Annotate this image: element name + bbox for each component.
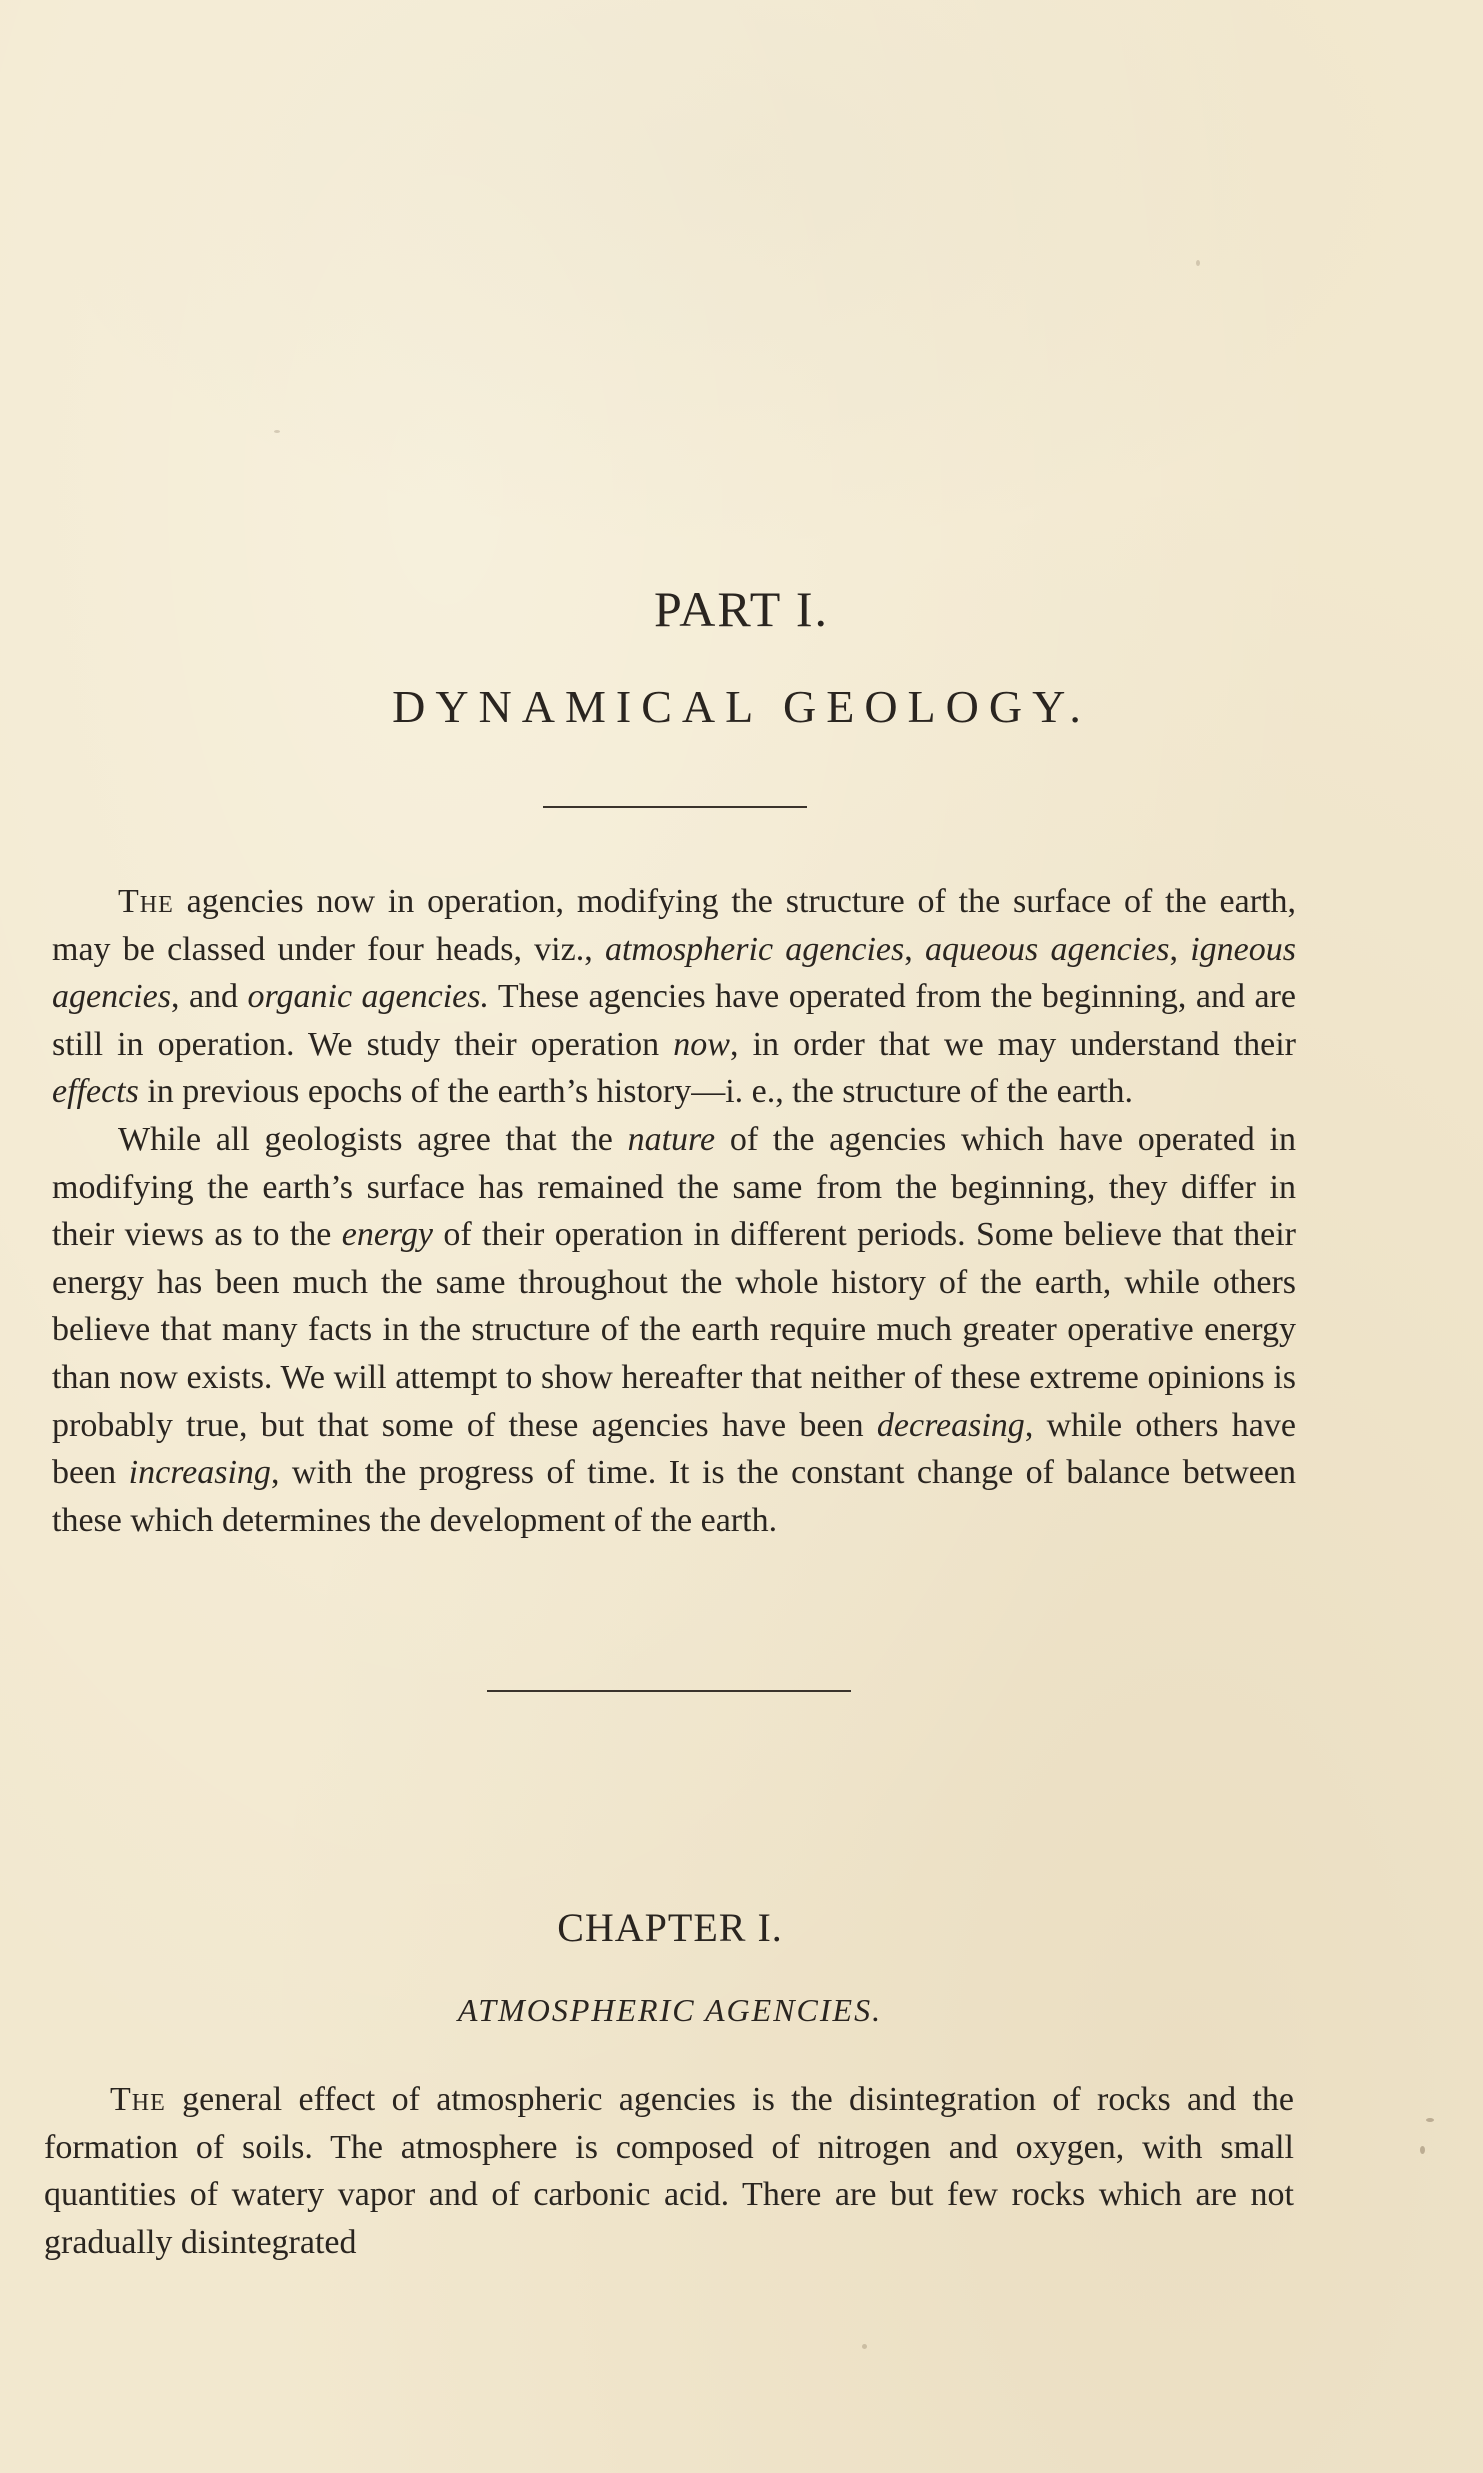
emphasis: effects: [52, 1073, 139, 1111]
text-run: general effect of atmospheric agencies is the disintegration of rocks and the formation of soils. The atmosphere is composed of nitrogen and oxygen, with small quantities of watery vapor and of carbonic acid. There are but few rocks which are not gradually disintegrated: [44, 2081, 1294, 2261]
emphasis: igneous agencies: [52, 930, 1296, 1016]
lead-word: The: [110, 2081, 166, 2118]
divider-rule: [543, 806, 807, 808]
paper-speck: [1196, 260, 1200, 266]
chapter-title: CHAPTER I.: [557, 1905, 783, 1950]
text-run: , and: [170, 978, 248, 1016]
emphasis: atmospheric agencies: [604, 930, 905, 968]
text-run: in previous epochs of the earth’s history—i. e., the structure of the earth.: [138, 1073, 1134, 1111]
emphasis: energy: [341, 1216, 433, 1254]
paper-speck: [274, 430, 280, 433]
paper-speck: [1420, 2146, 1425, 2154]
emphasis: increasing: [128, 1454, 271, 1492]
chapter-text: [44, 2076, 1294, 2266]
emphasis: now: [673, 1025, 730, 1063]
text-run: , while others have been: [52, 1406, 1296, 1492]
text-run: ,: [1169, 930, 1191, 968]
intro-text: [52, 878, 1296, 1544]
paragraph: [52, 878, 1296, 1116]
paper-speck: [862, 2344, 867, 2349]
paragraph: [52, 1116, 1296, 1544]
emphasis: organic agencies.: [247, 978, 489, 1016]
divider-rule: [487, 1690, 851, 1692]
text-run: , in order that we may understand their: [729, 1025, 1296, 1063]
emphasis: aqueous agencies: [924, 930, 1170, 968]
text-run: of their operation in different periods. Some believe that their energy has been much the same throughout the whole history of the earth, while others believe that many facts in the structure of the earth require much greater operative energy than now exists. We will attempt to show hereafter that neither of these extreme opinions is probably true, but that some of these agencies have been: [52, 1216, 1297, 1444]
text-run: ,: [904, 930, 925, 968]
text-run: These agencies have operated from the beginning, and are still in operation. We study their operation: [52, 978, 1296, 1063]
chapter-subtitle: ATMOSPHERIC AGENCIES.: [457, 1992, 883, 2028]
emphasis: nature: [627, 1120, 716, 1158]
section-title: DYNAMICAL GEOLOGY.: [392, 681, 1091, 732]
show-through-area: [0, 0, 1483, 560]
text-run: agencies now in operation, modifying the structure of the surface of the earth, may be classed under four heads, viz.,: [52, 883, 1296, 968]
lead-word: The: [118, 883, 174, 920]
emphasis: decreasing: [876, 1406, 1025, 1444]
paragraph: [44, 2076, 1294, 2266]
text-run: of the agencies which have operated in modifying the earth’s surface has remained the same from the beginning, they differ in their views as to the: [52, 1120, 1296, 1254]
text-run: While all geologists agree that the: [118, 1120, 628, 1158]
part-title: PART I.: [654, 581, 829, 637]
paper-speck: [1426, 2118, 1434, 2122]
text-run: , with the progress of time. It is the constant change of balance between these which determines the development of the earth.: [52, 1454, 1296, 1539]
